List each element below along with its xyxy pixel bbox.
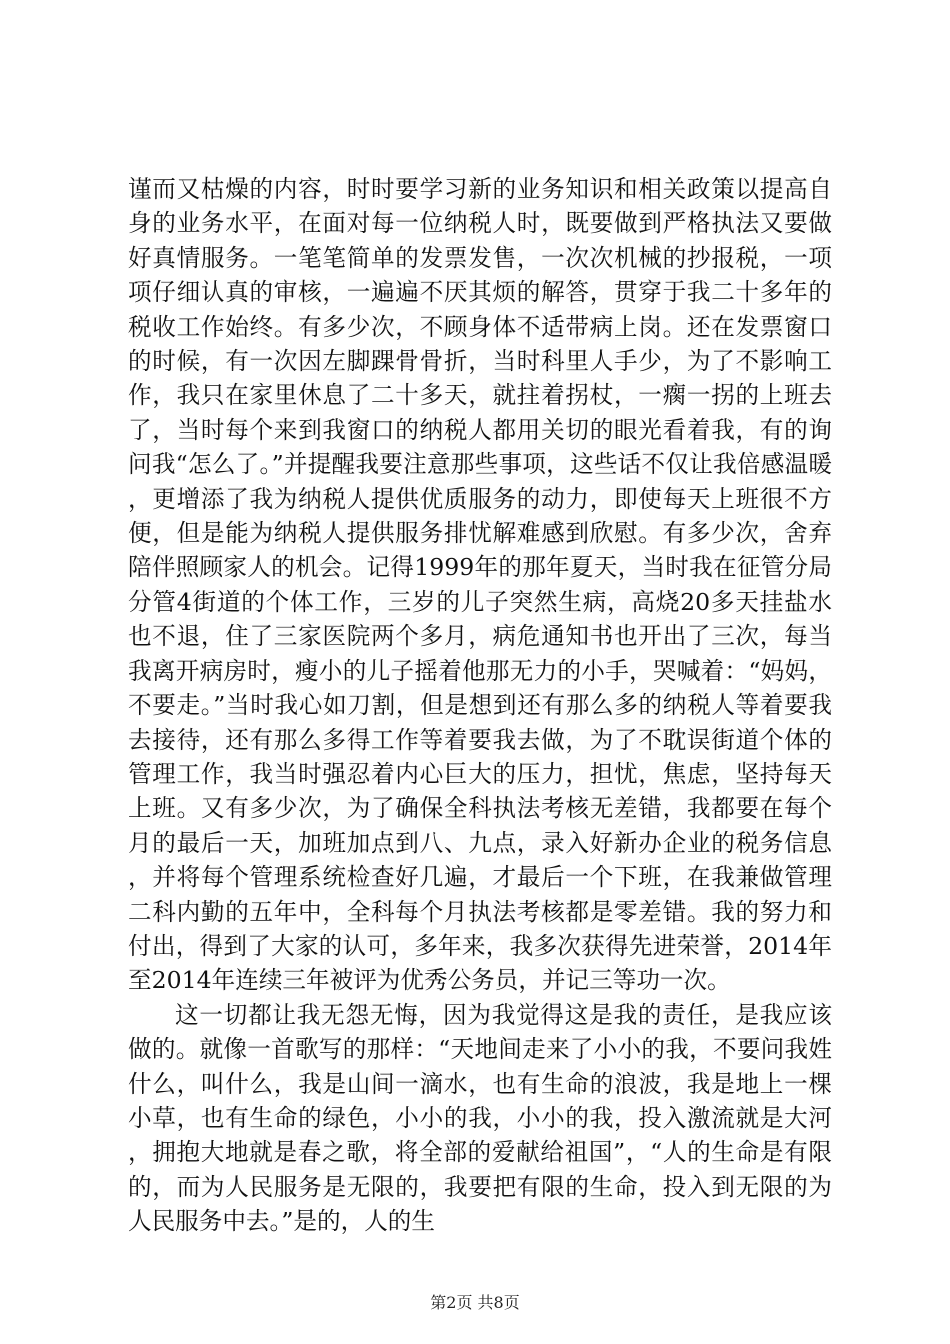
page-footer: 第2页 共8页 bbox=[430, 1293, 520, 1312]
paragraph-2: 这一切都让我无怨无悔，因为我觉得这是我的责任，是我应该做的。就像一首歌写的那样：“天地间走来了小小的我，不要问我姓什么，叫什么，我是山间一滴水，也有生命的浪波，我是地上一棵小草，也有生命的绿色，小小的我，小小的我，投入激流就是大河，拥抱大地就是春之歌，将全部的爱献给祖国”，“人的生命是有限的，而为人民服务是无限的，我要把有限的生命，投入到无限的为人民服务中去。”是的，人的生 bbox=[128, 1000, 832, 1236]
body-text bbox=[128, 172, 832, 1239]
paragraph-1: 谨而又枯燥的内容，时时要学习新的业务知识和相关政策以提高自身的业务水平，在面对每一位纳税人时，既要做到严格执法又要做好真情服务。一笔笔简单的发票发售，一次次机械的抄报税，一项项仔细认真的审核，一遍遍不厌其烦的解答，贯穿于我二十多年的税收工作始终。有多少次，不顾身体不适带病上岗。还在发票窗口的时候，有一次因左脚踝骨骨折，当时科里人手少，为了不影响工作，我只在家里休息了二十多天，就拄着拐杖，一瘸一拐的上班去了，当时每个来到我窗口的纳税人都用关切的眼光看着我，有的询问我“怎么了。”并提醒我要注意那些事项，这些话不仅让我倍感温暖，更增添了我为纳税人提供优质服务的动力，即使每天上班很不方便，但是能为纳税人提供服务排忧解难感到欣慰。有多少次，舍弃陪伴照顾家人的机会。记得1999年的那年夏天，当时我在征管分局分管4街道的个体工作，三岁的儿子突然生病，高烧20多天挂盐水也不退，住了三家医院两个多月，病危通知书也开出了三次，每当我离开病房时，瘦小的儿子摇着他那无力的小手，哭喊着：“妈妈，不要走。”当时我心如刀割，但是想到还有那么多的纳税人等着要我去接待，还有那么多得工作等着要我去做，为了不耽误街道个体的管理工作，我当时强忍着内心巨大的压力，担忧，焦虑，坚持每天上班。又有多少次，为了确保全科执法考核无差错，我都要在每个月的最后一天，加班加点到八、九点，录入好新办企业的税务信息，并将每个管理系统检查好几遍，才最后一个下班，在我兼做管理二科内勤的五年中，全科每个月执法考核都是零差错。我的努力和付出，得到了大家的认可，多年来，我多次获得先进荣誉，2014年至2014年连续三年被评为优秀公务员，并记三等功一次。 bbox=[128, 175, 832, 995]
